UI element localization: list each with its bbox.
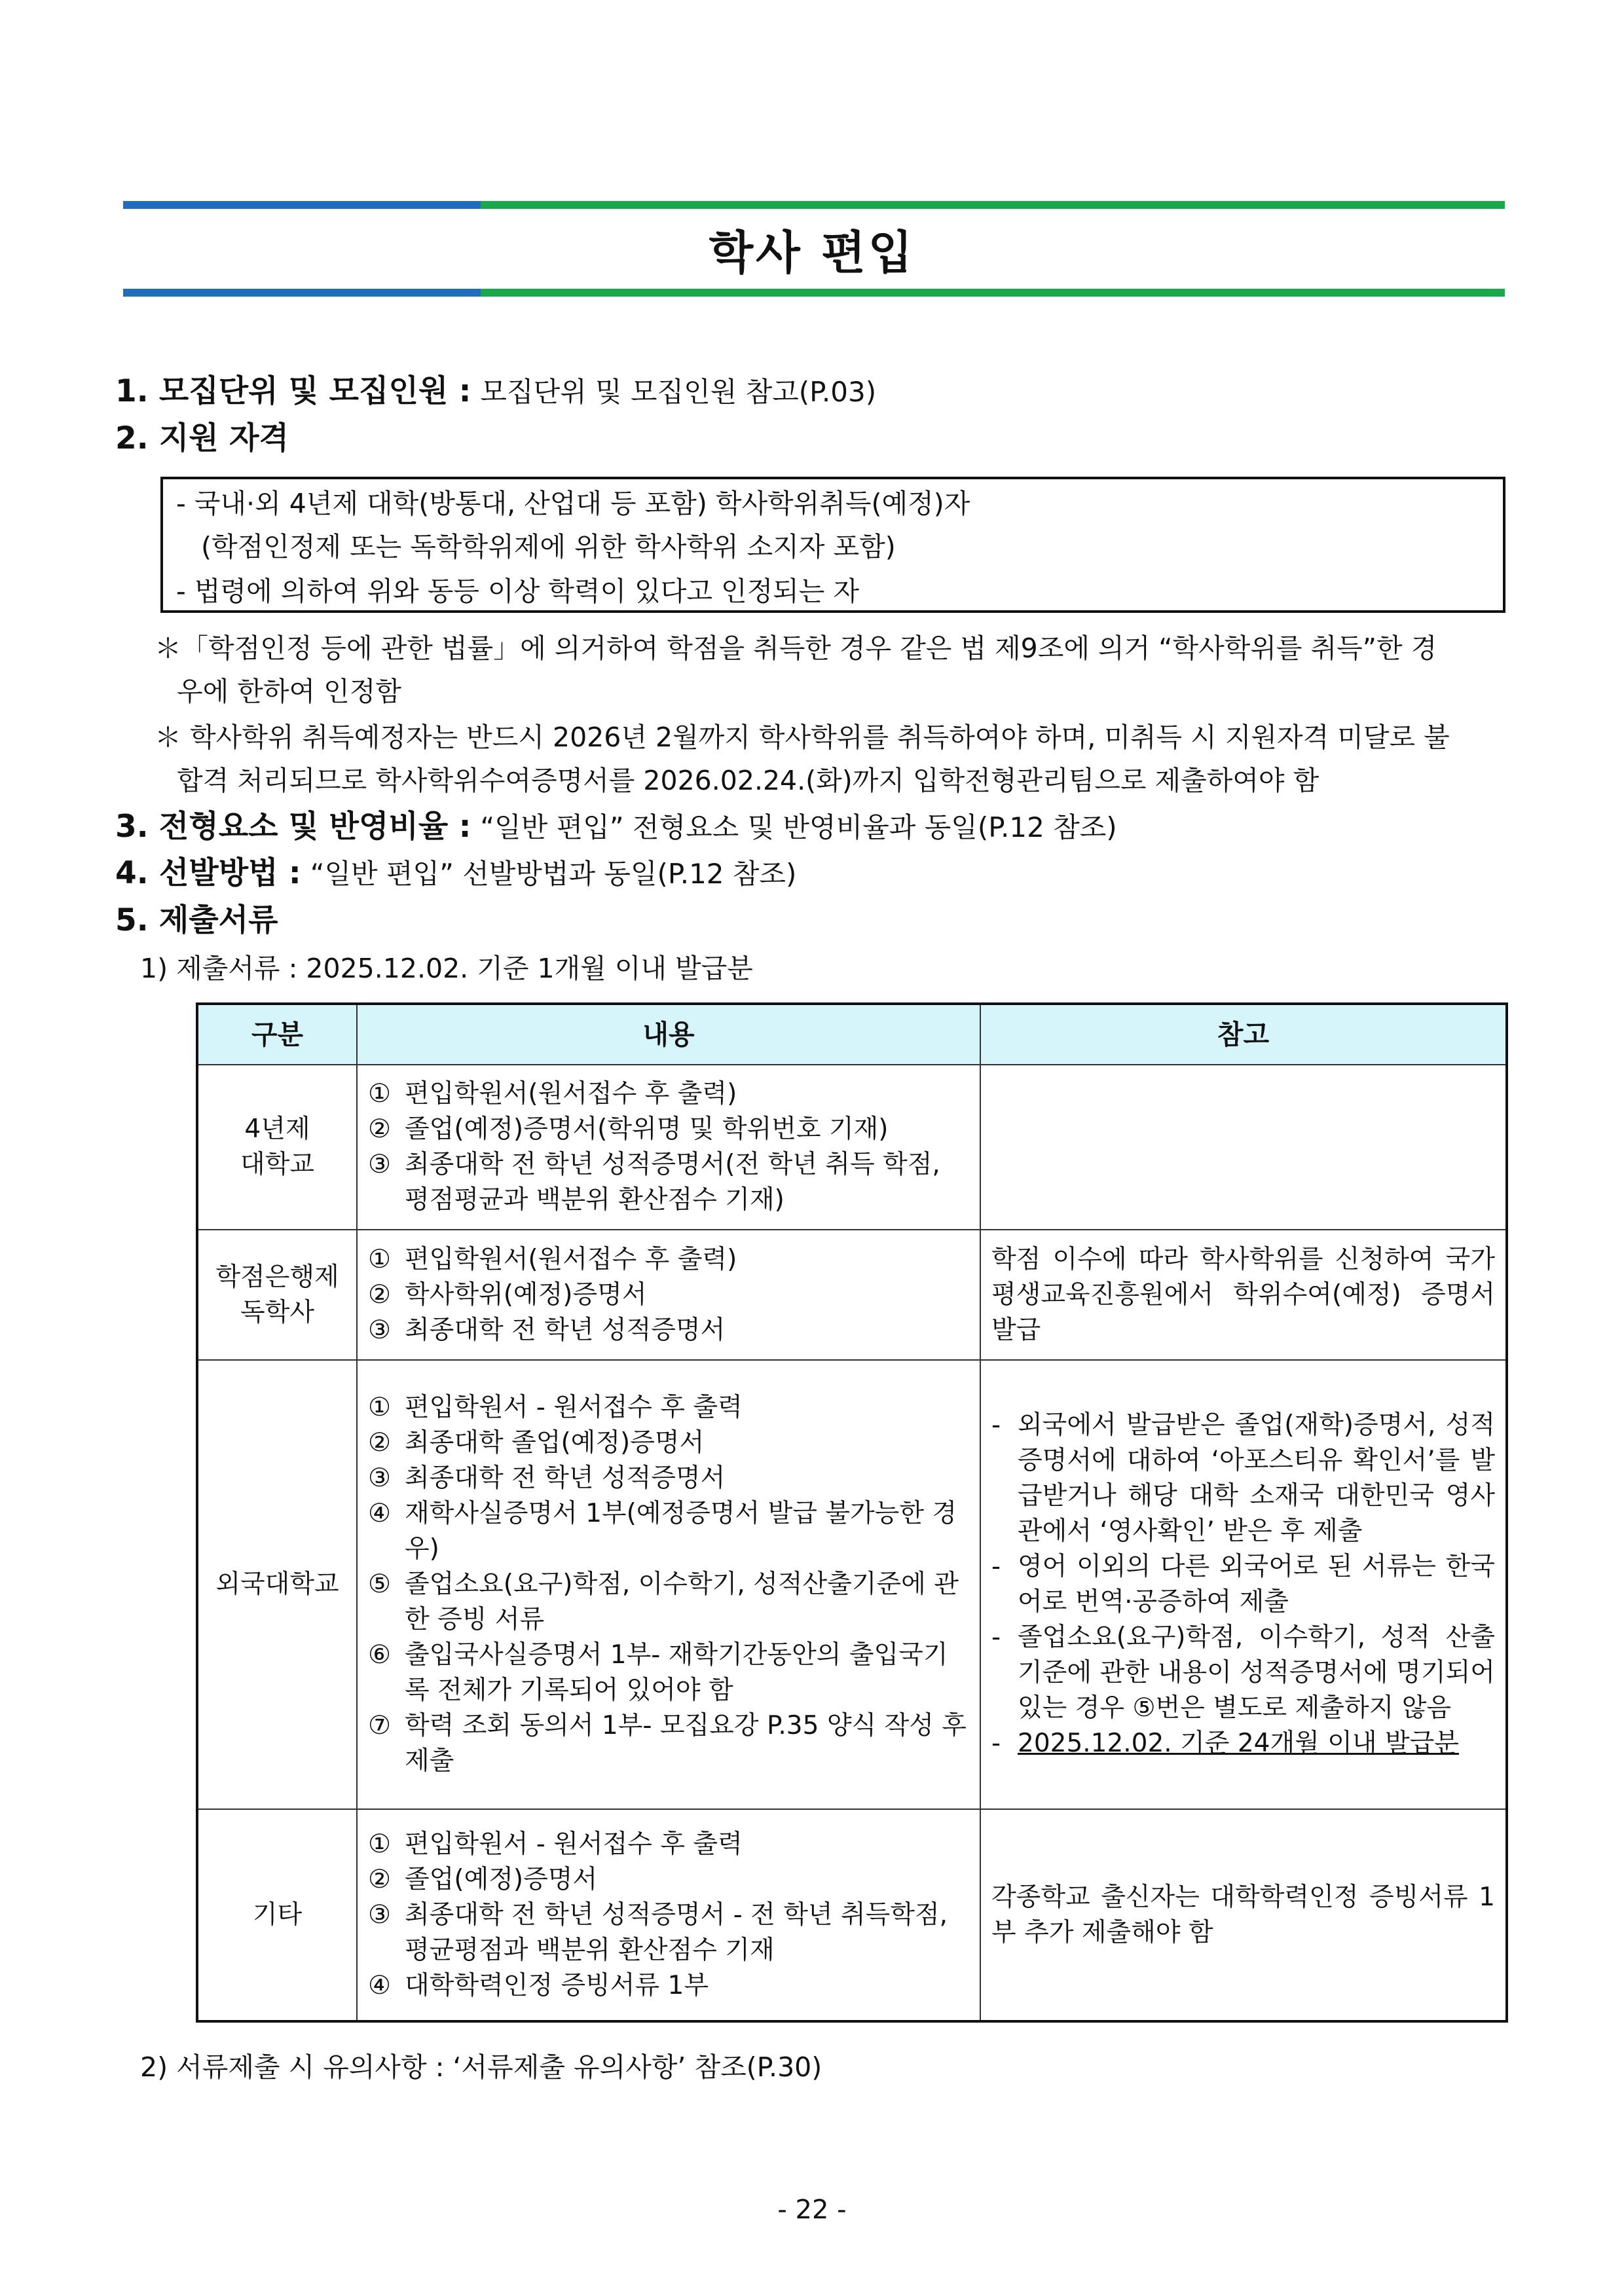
- section-3: [115, 809, 1117, 846]
- list-item: [368, 1496, 969, 1567]
- list-item: [368, 1708, 969, 1779]
- section-2: [115, 420, 289, 458]
- table-row: [197, 1809, 1507, 2021]
- section-4-text: “일반 편입” 선발방법과 동일(P.12 참조): [310, 858, 797, 890]
- reference-item: [991, 1549, 1495, 1620]
- reference-item: [991, 1880, 1495, 1951]
- section-5: [115, 902, 278, 940]
- list-item: [368, 1898, 969, 1968]
- list-item: [368, 1112, 969, 1147]
- row-contents: [357, 1360, 980, 1809]
- column-header: 내용: [357, 1004, 980, 1065]
- item-number: ⑦: [368, 1711, 391, 1740]
- reference-text: 각종학교 출신자는 대학학력인정 증빙서류 1부 추가 제출해야 함: [991, 1882, 1495, 1947]
- item-text: 대학학력인정 증빙서류 1부: [405, 1970, 709, 2000]
- item-number: ③: [368, 1150, 391, 1179]
- item-number: ①: [368, 1244, 391, 1274]
- qualification-line: - 국내·외 4년제 대학(방통대, 산업대 등 포함) 학사학위취득(예정)자: [176, 488, 970, 519]
- list-item: [368, 1076, 969, 1112]
- section-4: [115, 855, 796, 892]
- item-number: ②: [368, 1279, 391, 1310]
- title-top-rule: [123, 201, 1505, 209]
- row-contents: [357, 1809, 980, 2021]
- reference-item: [991, 1242, 1495, 1348]
- list-item: [368, 1461, 969, 1496]
- item-number: ②: [368, 1428, 391, 1458]
- row-category: 학점은행제 독학사: [197, 1230, 357, 1360]
- documents-table: [196, 1002, 1508, 2023]
- list-item: [368, 1862, 969, 1898]
- row-category: 외국대학교: [197, 1360, 357, 1809]
- qualification-line: - 법령에 의하여 위와 동등 이상 학력이 있다고 인정되는 자: [176, 576, 860, 607]
- dash-marker: -: [991, 1410, 1001, 1440]
- item-number: ⑤: [368, 1570, 391, 1599]
- section-3-heading: 3. 전형요소 및 반영비율 :: [115, 809, 471, 845]
- list-item: [368, 1638, 969, 1708]
- note-line: ＊ 학사학위 취득예정자는 반드시 2026년 2월까지 학사학위를 취득하여야 하며, 미취득 시 지원자격 미달로 불: [155, 722, 1450, 753]
- table-row: [197, 1230, 1507, 1360]
- dash-marker: -: [991, 1729, 1001, 1758]
- item-text: 편입학원서 - 원서접수 후 출력: [405, 1829, 743, 1859]
- reference-item: [991, 1620, 1495, 1726]
- list-item: [368, 1567, 969, 1638]
- note-line: 합격 처리되므로 학사학위수여증명서를 2026.02.24.(화)까지 입학전형관리팀으로 제출하여야 함: [177, 765, 1320, 796]
- list-item: [368, 1425, 969, 1461]
- item-number: ②: [368, 1114, 391, 1144]
- item-number: ①: [368, 1079, 391, 1109]
- page-title: 학사 편입: [709, 226, 915, 280]
- table-header-row: [197, 1004, 1507, 1065]
- section-4-heading: 4. 선발방법 :: [115, 855, 301, 891]
- list-item: [368, 1313, 969, 1348]
- row-category: 기타: [197, 1809, 357, 2021]
- subsection-2: 2) 서류제출 시 유의사항 : ‘서류제출 유의사항’ 참조(P.30): [140, 2051, 822, 2083]
- item-text: 최종대학 전 학년 성적증명서(전 학년 취득 학점, 평점평균과 백분위 환산점수 기재): [405, 1150, 940, 1215]
- item-text: 학력 조회 동의서 1부- 모집요강 P.35 양식 작성 후 제출: [405, 1711, 967, 1776]
- section-5-heading: 5. 제출서류: [115, 902, 278, 938]
- qualification-line: (학점인정제 또는 독학학위제에 위한 학사학위 소지자 포함): [201, 531, 896, 562]
- table-row: [197, 1360, 1507, 1809]
- list-item: [368, 1827, 969, 1862]
- list-item: [368, 1968, 969, 2004]
- item-text: 재학사실증명서 1부(예정증명서 발급 불가능한 경우): [405, 1499, 957, 1564]
- row-reference: [980, 1809, 1507, 2021]
- reference-text: 졸업소요(요구)학점, 이수학기, 성적 산출기준에 관한 내용이 성적증명서에 명기되어 있는 경우 ⑤번은 별도로 제출하지 않음: [1018, 1623, 1495, 1723]
- item-text: 최종대학 졸업(예정)증명서: [405, 1428, 705, 1458]
- dash-marker: -: [991, 1623, 1001, 1652]
- row-reference: [980, 1065, 1507, 1230]
- reference-text: 영어 이외의 다른 외국어로 된 서류는 한국어로 번역·공증하여 제출: [1018, 1552, 1495, 1617]
- item-number: ①: [368, 1829, 391, 1859]
- column-header: 참고: [980, 1004, 1507, 1065]
- row-contents: [357, 1230, 980, 1360]
- list-item: [368, 1147, 969, 1218]
- title-bottom-rule: [123, 289, 1505, 297]
- item-number: ③: [368, 1900, 391, 1930]
- column-header: 구분: [197, 1004, 357, 1065]
- row-contents: [357, 1065, 980, 1230]
- item-number: ⑥: [368, 1640, 391, 1670]
- dash-marker: -: [991, 1552, 1001, 1581]
- item-number: ③: [368, 1315, 391, 1345]
- item-text: 최종대학 전 학년 성적증명서: [405, 1315, 726, 1345]
- item-number: ④: [368, 1970, 391, 2000]
- section-1-heading: 1. 모집단위 및 모집인원 :: [115, 373, 471, 409]
- row-reference: [980, 1230, 1507, 1360]
- reference-item: [991, 1726, 1495, 1761]
- item-text: 학사학위(예정)증명서: [405, 1279, 647, 1310]
- reference-text: 외국에서 발급받은 졸업(재학)증명서, 성적증명서에 대하여 ‘아포스티유 확인서’를 발급받거나 해당 대학 소재국 대한민국 영사관에서 ‘영사확인’ 받은 후 제출: [1018, 1410, 1495, 1546]
- section-2-heading: 2. 지원 자격: [115, 420, 289, 456]
- item-text: 최종대학 전 학년 성적증명서: [405, 1463, 726, 1493]
- reference-text: 학점 이수에 따라 학사학위를 신청하여 국가평생교육진흥원에서 학위수여(예정) 증명서 발급: [991, 1244, 1495, 1345]
- section-3-text: “일반 편입” 전형요소 및 반영비율과 동일(P.12 참조): [480, 811, 1117, 843]
- reference-text: 2025.12.02. 기준 24개월 이내 발급분: [1018, 1729, 1459, 1758]
- section-1-text: 모집단위 및 모집인원 참고(P.03): [480, 376, 877, 408]
- list-item: [368, 1242, 969, 1277]
- row-category: 4년제 대학교: [197, 1065, 357, 1230]
- item-number: ③: [368, 1463, 391, 1493]
- section-1: [115, 373, 876, 411]
- item-text: 출입국사실증명서 1부- 재학기간동안의 출입국기록 전체가 기록되어 있어야 함: [405, 1640, 948, 1705]
- qualification-box: [160, 477, 1505, 613]
- item-text: 졸업소요(요구)학점, 이수학기, 성적산출기준에 관한 증빙 서류: [405, 1570, 959, 1634]
- list-item: [368, 1390, 969, 1425]
- subsection-1: 1) 제출서류 : 2025.12.02. 기준 1개월 이내 발급분: [140, 953, 753, 984]
- note-line: ＊「학점인정 등에 관한 법률」에 의거하여 학점을 취득한 경우 같은 법 제9조에 의거 “학사학위를 취득”한 경: [155, 633, 1437, 664]
- item-text: 졸업(예정)증명서(학위명 및 학위번호 기재): [405, 1114, 889, 1144]
- item-text: 졸업(예정)증명서: [405, 1864, 598, 1894]
- row-reference: [980, 1360, 1507, 1809]
- item-number: ①: [368, 1393, 391, 1422]
- reference-item: [991, 1408, 1495, 1549]
- item-number: ④: [368, 1499, 391, 1528]
- note-line: 우에 한하여 인정함: [177, 676, 401, 707]
- table-row: [197, 1065, 1507, 1230]
- item-text: 편입학원서(원서접수 후 출력): [405, 1244, 737, 1274]
- page-number: - 22 -: [777, 2195, 847, 2225]
- item-number: ②: [368, 1864, 391, 1894]
- item-text: 편입학원서 - 원서접수 후 출력: [405, 1393, 743, 1422]
- item-text: 편입학원서(원서접수 후 출력): [405, 1079, 737, 1109]
- item-text: 최종대학 전 학년 성적증명서 - 전 학년 취득학점, 평균평점과 백분위 환산점수 기재: [405, 1900, 948, 1965]
- list-item: [368, 1277, 969, 1313]
